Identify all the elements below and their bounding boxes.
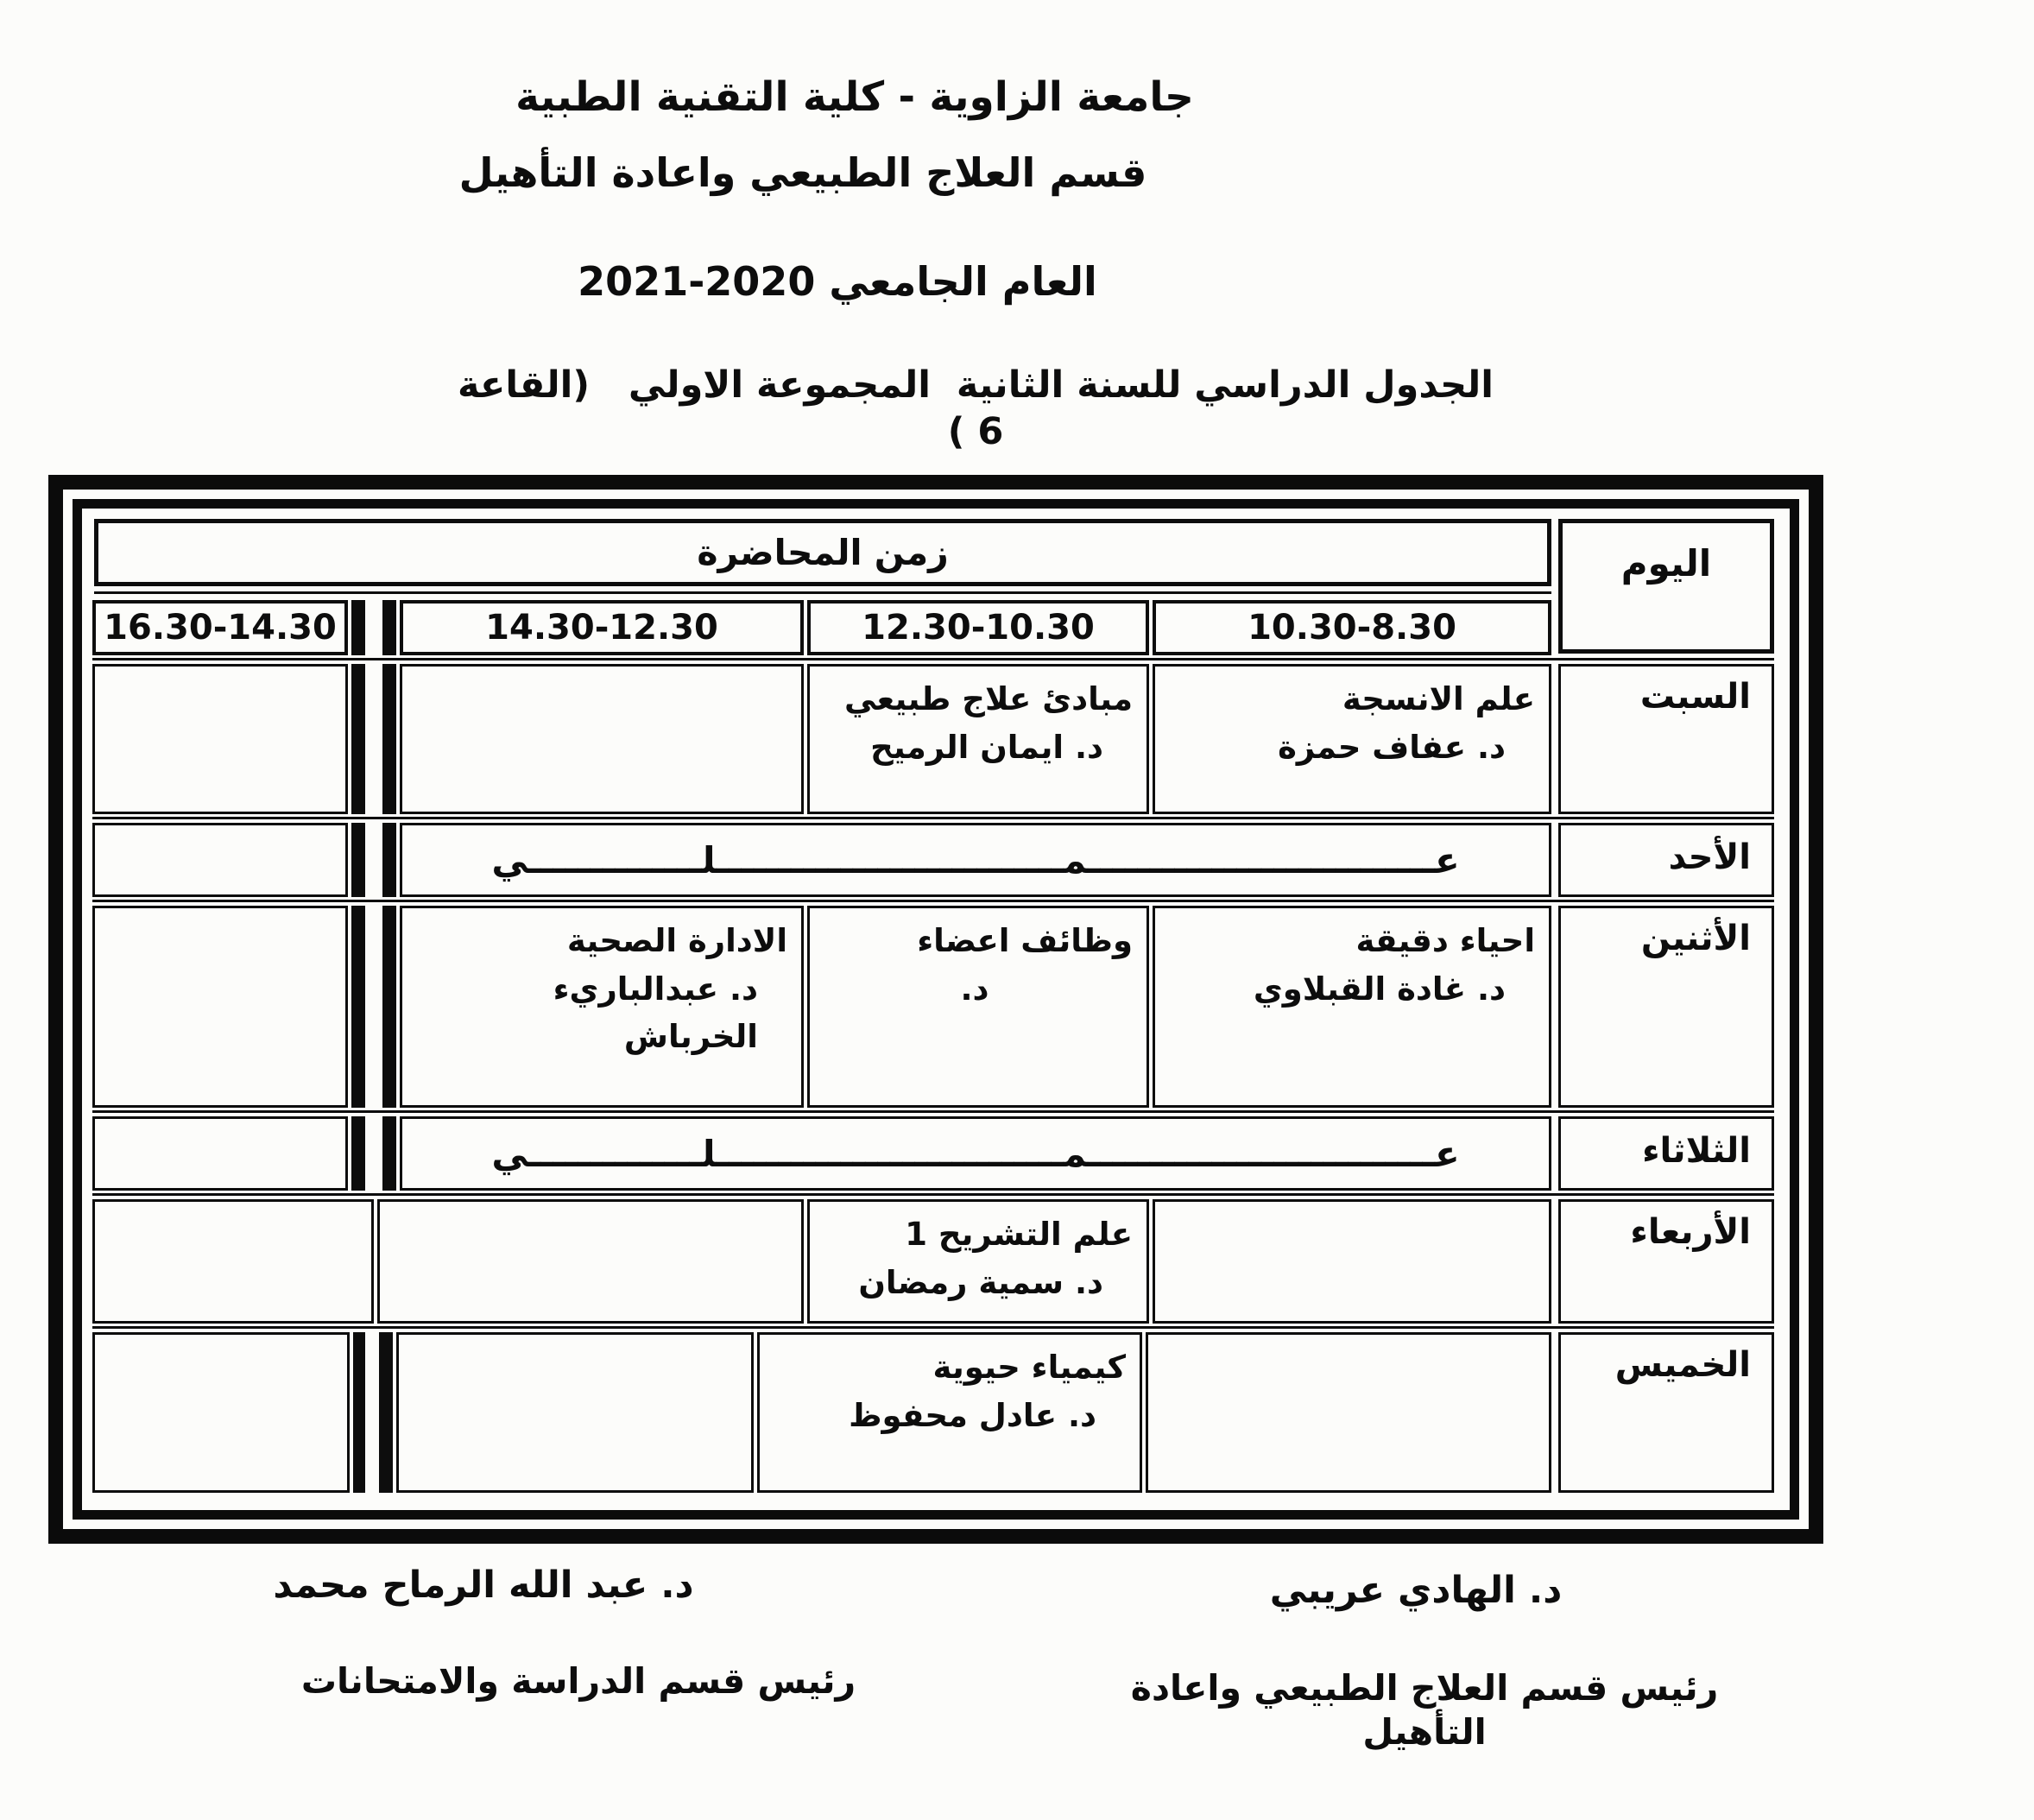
subject-name: وظائف اعضاء <box>917 922 1133 959</box>
day-cell-saturday: السبت <box>1558 664 1774 814</box>
day-cell-monday: الأثنين <box>1558 906 1774 1108</box>
signature-name-right: د. الهادي عريبي <box>1269 1569 1563 1612</box>
row-divider-line <box>92 817 1774 819</box>
subject-name: علم التشريح 1 <box>905 1216 1133 1253</box>
day-header-cell: اليوم <box>1558 519 1774 654</box>
row-divider-line <box>94 591 1551 594</box>
subject-name: كيمياء حيوية <box>932 1349 1126 1386</box>
empty-slot-cell <box>92 1332 350 1493</box>
time-header-cell: زمن المحاضرة <box>94 519 1551 586</box>
subject-name: احياء دقيقة <box>1355 922 1535 959</box>
empty-slot-cell <box>92 906 348 1108</box>
teacher-name: د. ايمان الرميح <box>870 728 1103 766</box>
teacher-name: د. عادل محفوظ <box>849 1396 1096 1434</box>
day-cell-wednesday: الأربعاء <box>1558 1199 1774 1324</box>
teacher-name: د. عفاف حمزة <box>1278 728 1506 766</box>
timetable-grid <box>92 519 1779 1500</box>
time-slot-label-1430-1230: 14.30-12.30 <box>400 600 804 655</box>
subject-cell <box>757 1332 1142 1493</box>
time-slot-label-1030-830: 10.30-8.30 <box>1153 600 1551 655</box>
empty-slot-cell <box>92 664 348 814</box>
empty-slot-cell <box>396 1332 754 1493</box>
empty-slot-cell <box>92 1199 374 1324</box>
time-slot-label-1630-1430: 16.30-14.30 <box>92 600 348 655</box>
empty-slot-cell <box>1146 1332 1551 1493</box>
row-divider-line <box>92 1110 1774 1113</box>
row-divider-line <box>92 900 1774 902</box>
time-slot-label-1230-1030: 12.30-10.30 <box>807 600 1149 655</box>
department-title: قسم العلاج الطبيعي واعادة التأهيل <box>458 149 1147 196</box>
subject-cell <box>807 1199 1149 1324</box>
empty-slot-cell <box>92 823 348 897</box>
academic-year: العام الجامعي 2020‏-‏2021 <box>578 258 1097 305</box>
subject-name: مبادئ علاج طبيعي <box>844 680 1133 717</box>
subject-name: علم الانسجة <box>1342 680 1535 717</box>
row-divider-line <box>92 658 1774 660</box>
row-divider-line <box>92 1193 1774 1196</box>
teacher-name: د. عبدالباريء الخرباش <box>553 970 758 1055</box>
practical-merged-cell: عــــــــــــــــــــــــــــمــــــــــــــــــــــــــــلــــــــــــــي <box>400 1116 1551 1191</box>
teacher-name: د. سمية رمضان <box>858 1263 1103 1301</box>
row-divider-line <box>92 1326 1774 1329</box>
subject-cell <box>1153 906 1551 1108</box>
timetable-outer-frame <box>48 475 1823 1544</box>
empty-slot-cell <box>1153 1199 1551 1324</box>
column-divider-band <box>351 823 396 897</box>
subject-cell <box>807 906 1149 1108</box>
university-title: جامعة الزاوية - كلية التقنية الطبية <box>515 73 1194 121</box>
practical-merged-cell: عــــــــــــــــــــــــــــمــــــــــــــــــــــــــــلــــــــــــــي <box>400 823 1551 897</box>
empty-slot-cell <box>377 1199 804 1324</box>
subject-cell <box>807 664 1149 814</box>
timetable-inner-frame <box>73 499 1799 1520</box>
teacher-name: د. <box>960 970 989 1008</box>
signature-title-left: رئيس قسم الدراسة والامتحانات <box>300 1660 856 1702</box>
empty-slot-cell <box>92 1116 348 1191</box>
column-divider-band <box>351 906 396 1108</box>
column-divider-band <box>353 1332 393 1493</box>
signature-title-right: رئيس قسم العلاج الطبيعي واعادة التأهيل <box>1118 1667 1719 1754</box>
schedule-title: الجدول الدراسي للسنة الثانية المجموعة الاولي (القاعة 6 ) <box>444 363 1494 453</box>
column-divider-band <box>351 664 396 814</box>
empty-slot-cell <box>400 664 804 814</box>
day-cell-sunday: الأحد <box>1558 823 1774 897</box>
column-divider-band <box>351 1116 396 1191</box>
subject-cell <box>400 906 804 1108</box>
subject-cell <box>1153 664 1551 814</box>
day-cell-tuesday: الثلاثاء <box>1558 1116 1774 1191</box>
day-cell-thursday: الخميس <box>1558 1332 1774 1493</box>
signature-name-left: د. عبد الله الرماح محمد <box>273 1564 694 1607</box>
subject-name: الادارة الصحية <box>566 922 787 959</box>
column-divider-band <box>351 600 396 655</box>
teacher-name: د. غادة القبلاوي <box>1253 970 1506 1008</box>
